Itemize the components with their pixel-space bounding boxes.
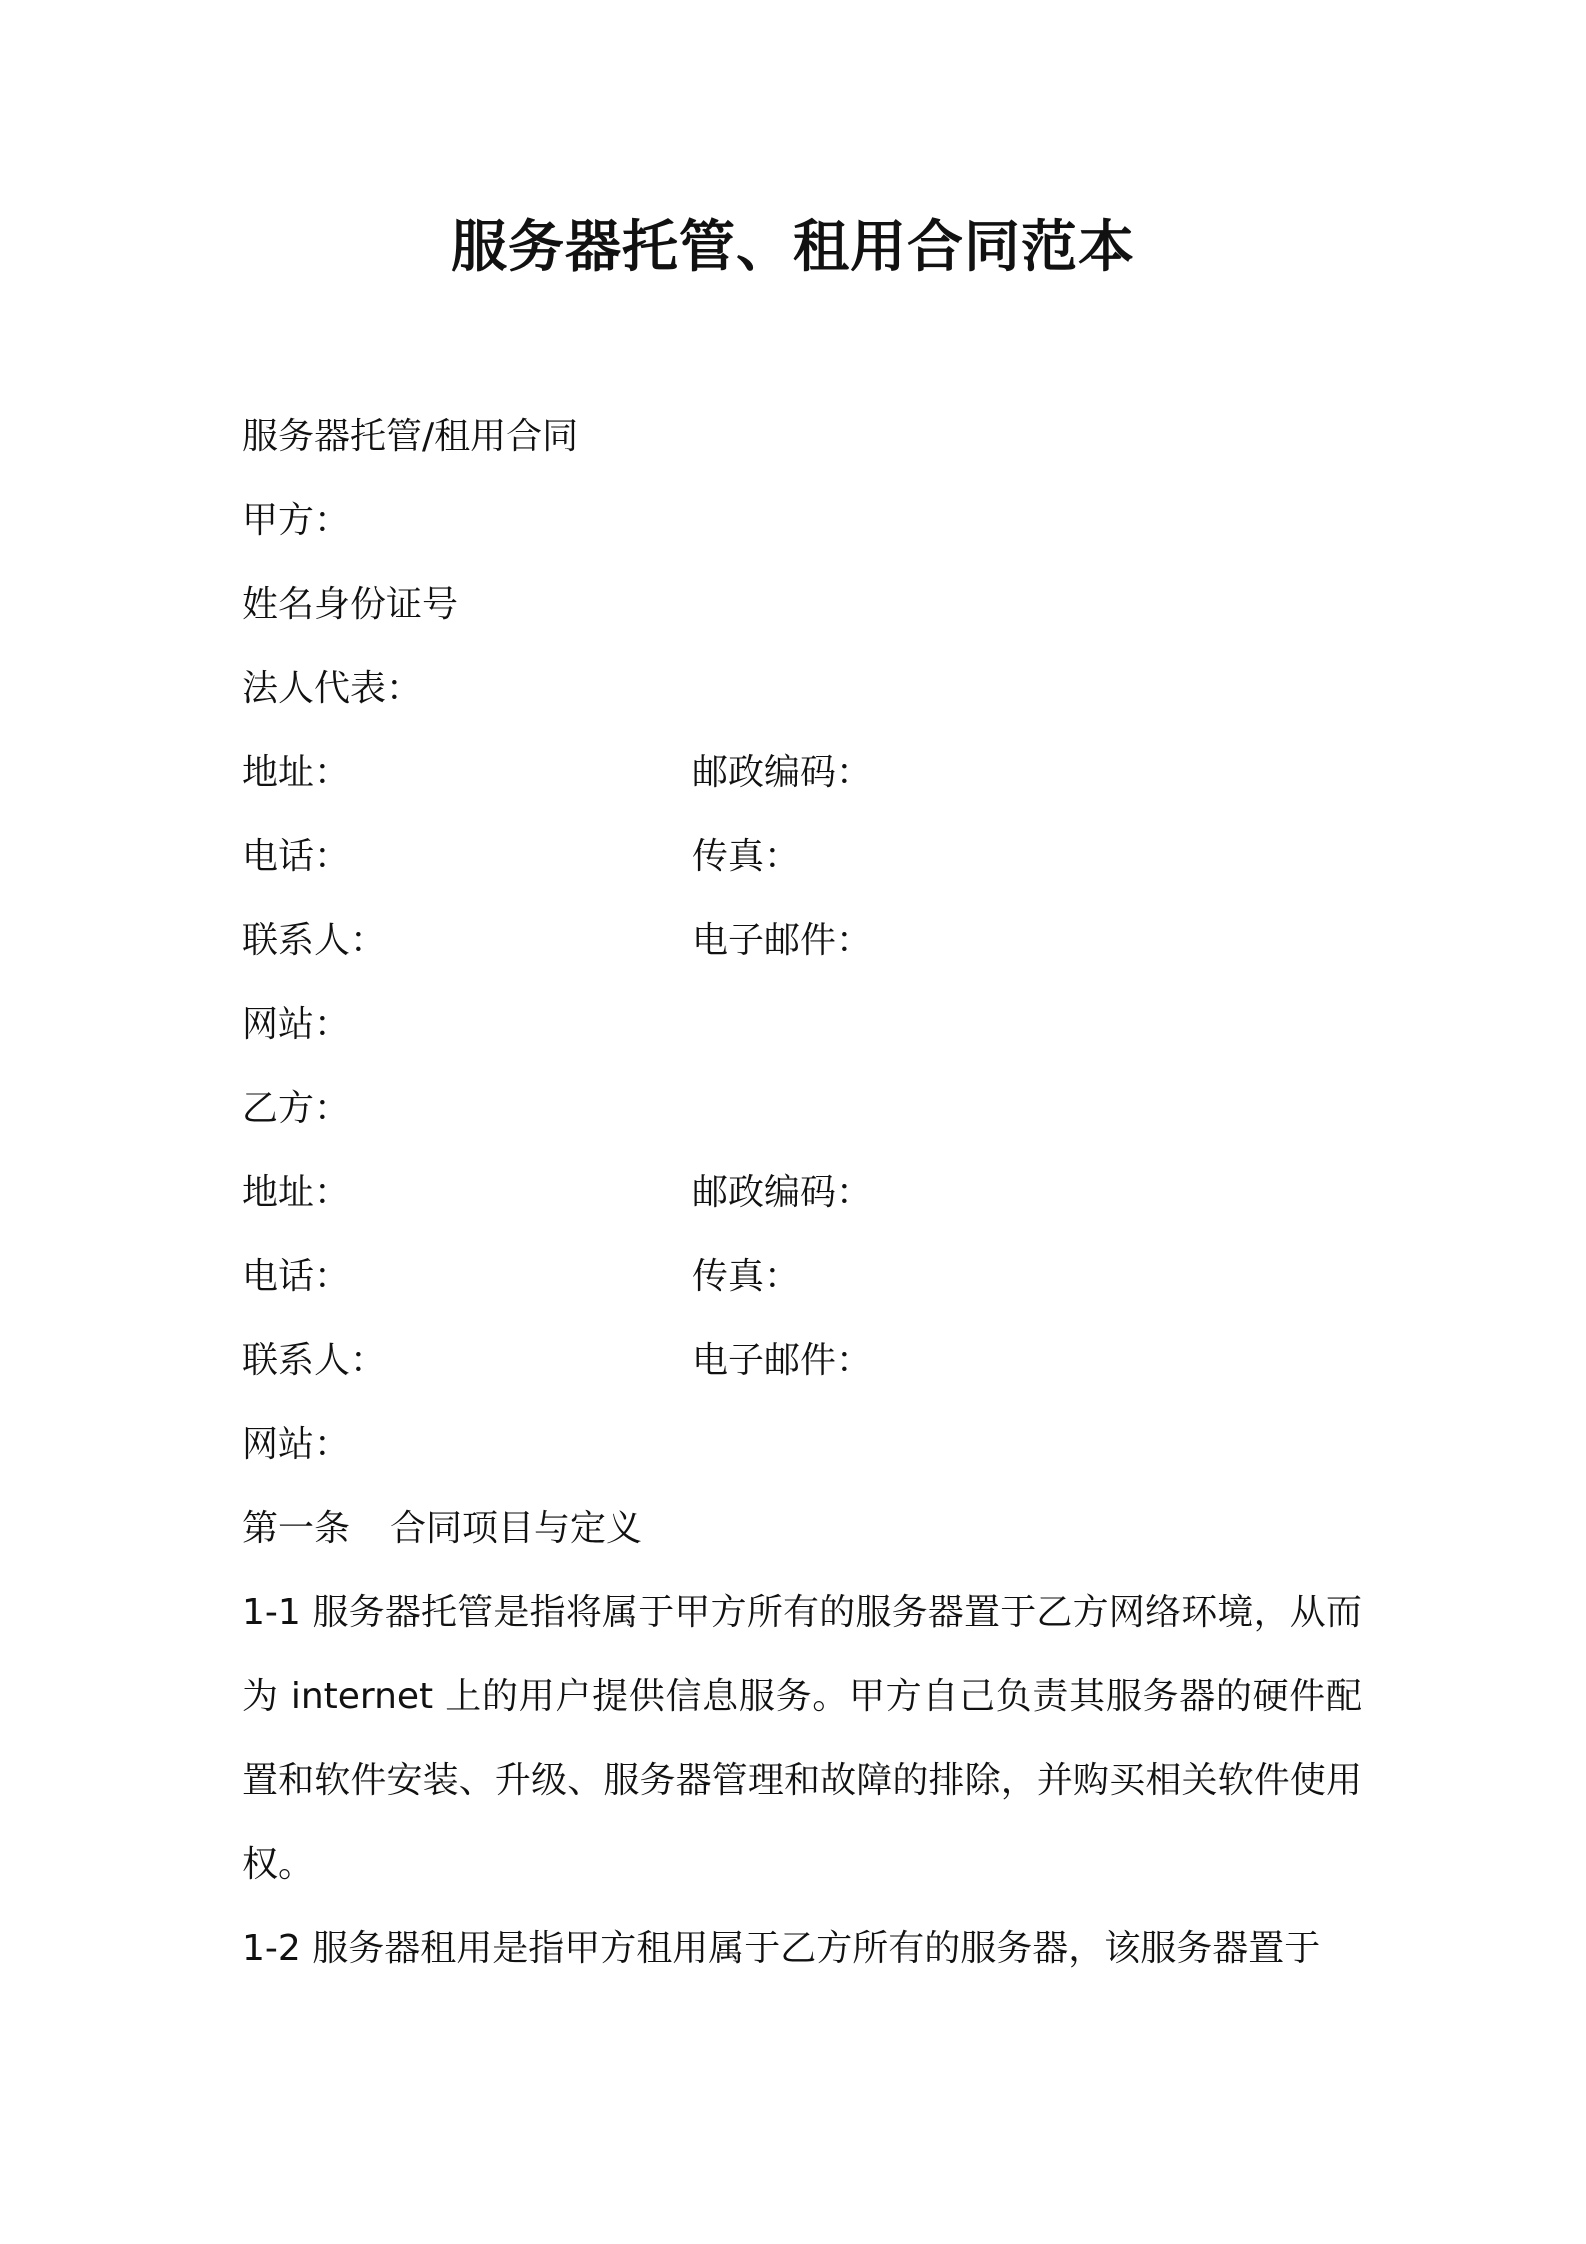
party-a-fax-label: 传真： [692, 836, 801, 877]
party-b-fax-label: 传真： [692, 1256, 801, 1297]
party-b-postcode-label: 邮政编码： [692, 1172, 873, 1213]
party-a-postcode-label: 邮政编码： [692, 752, 873, 793]
party-a-website-label: 网站： [242, 1004, 351, 1045]
article-1-title: 合同项目与定义 [390, 1508, 643, 1549]
party-a-legal-rep-label: 法人代表： [242, 668, 423, 709]
party-a-email-label: 电子邮件： [692, 920, 873, 961]
article-1-heading [242, 1504, 642, 1554]
party-b-website-label: 网站： [242, 1424, 351, 1465]
document-title: 服务器托管、租用合同范本 [451, 215, 1135, 280]
article-1-number: 第一条 [242, 1508, 351, 1549]
clause-1-2: 1-2 服务器租用是指甲方租用属于乙方所有的服务器，该服务器置于 [242, 1928, 1321, 1969]
party-b-contact-label: 联系人： [242, 1340, 387, 1381]
clause-1-1: 1-1 服务器托管是指将属于甲方所有的服务器置于乙方网络环境，从而为 internet 上的用户提供信息服务。甲方自己负责其服务器的硬件配置和软件安装、升级、服务器管理和故障的排除，并购买相关软件使用权。 [242, 1592, 1362, 1885]
party-b-phone-label: 电话： [242, 1256, 351, 1297]
party-a-id-label: 姓名身份证号 [242, 584, 459, 625]
party-a-contact-label: 联系人： [242, 920, 387, 961]
party-a-phone-label: 电话： [242, 836, 351, 877]
party-a-label: 甲方： [242, 500, 351, 541]
party-b-label: 乙方： [242, 1088, 351, 1129]
contract-subtitle: 服务器托管/租用合同 [242, 416, 579, 457]
party-b-email-label: 电子邮件： [692, 1340, 873, 1381]
party-b-address-label: 地址： [242, 1172, 351, 1213]
party-a-address-label: 地址： [242, 752, 351, 793]
